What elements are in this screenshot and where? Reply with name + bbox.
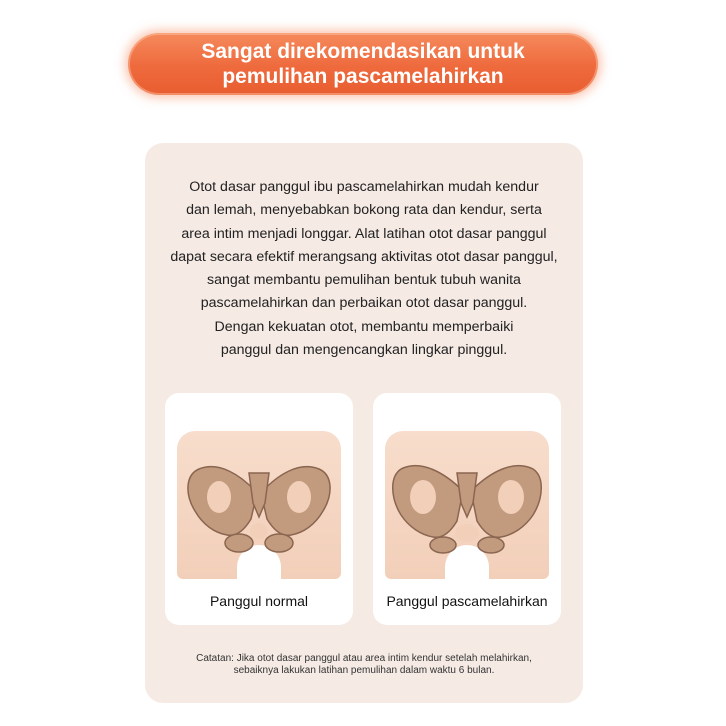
footnote: [145, 653, 583, 677]
description-line: Dengan kekuatan otot, membantu memperbaiki: [214, 318, 514, 335]
headline-line-2: pemulihan pascamelahirkan: [222, 65, 504, 88]
description-line: sangat membantu pemulihan bentuk tubuh wanita: [207, 272, 521, 289]
pelvis-normal-icon: [179, 455, 339, 555]
description-line: area intim menjadi longgar. Alat latihan otot dasar panggul: [181, 225, 547, 242]
footnote-line-2: sebaiknya lakukan latihan pemulihan dalam waktu 6 bulan.: [233, 665, 495, 676]
postpartum-pelvis-label: Panggul pascamelahirkan: [386, 593, 548, 609]
postpartum-pelvis-panel: [373, 393, 561, 625]
pelvis-postpartum-icon: [387, 455, 547, 555]
normal-pelvis-panel: [165, 393, 353, 625]
description-line: dan lemah, menyebabkan bokong rata dan kendur, serta: [186, 202, 542, 219]
info-card: [145, 143, 583, 703]
description-text: [145, 176, 583, 362]
description-line: Otot dasar panggul ibu pascamelahirkan mudah kendur: [189, 179, 539, 195]
normal-pelvis-label: Panggul normal: [209, 593, 309, 609]
headline-line-1: Sangat direkomendasikan untuk: [201, 40, 525, 63]
headline-banner: [128, 33, 598, 95]
footnote-line-1: Catatan: Jika otot dasar panggul atau area intim kendur setelah melahirkan,: [196, 653, 532, 664]
description-line: pascamelahirkan dan perbaikan otot dasar panggul.: [200, 295, 528, 312]
description-line: dapat secara efektif merangsang aktivitas otot dasar panggul,: [170, 248, 558, 265]
description-line: panggul dan mengencangkan lingkar pinggul.: [220, 342, 508, 359]
